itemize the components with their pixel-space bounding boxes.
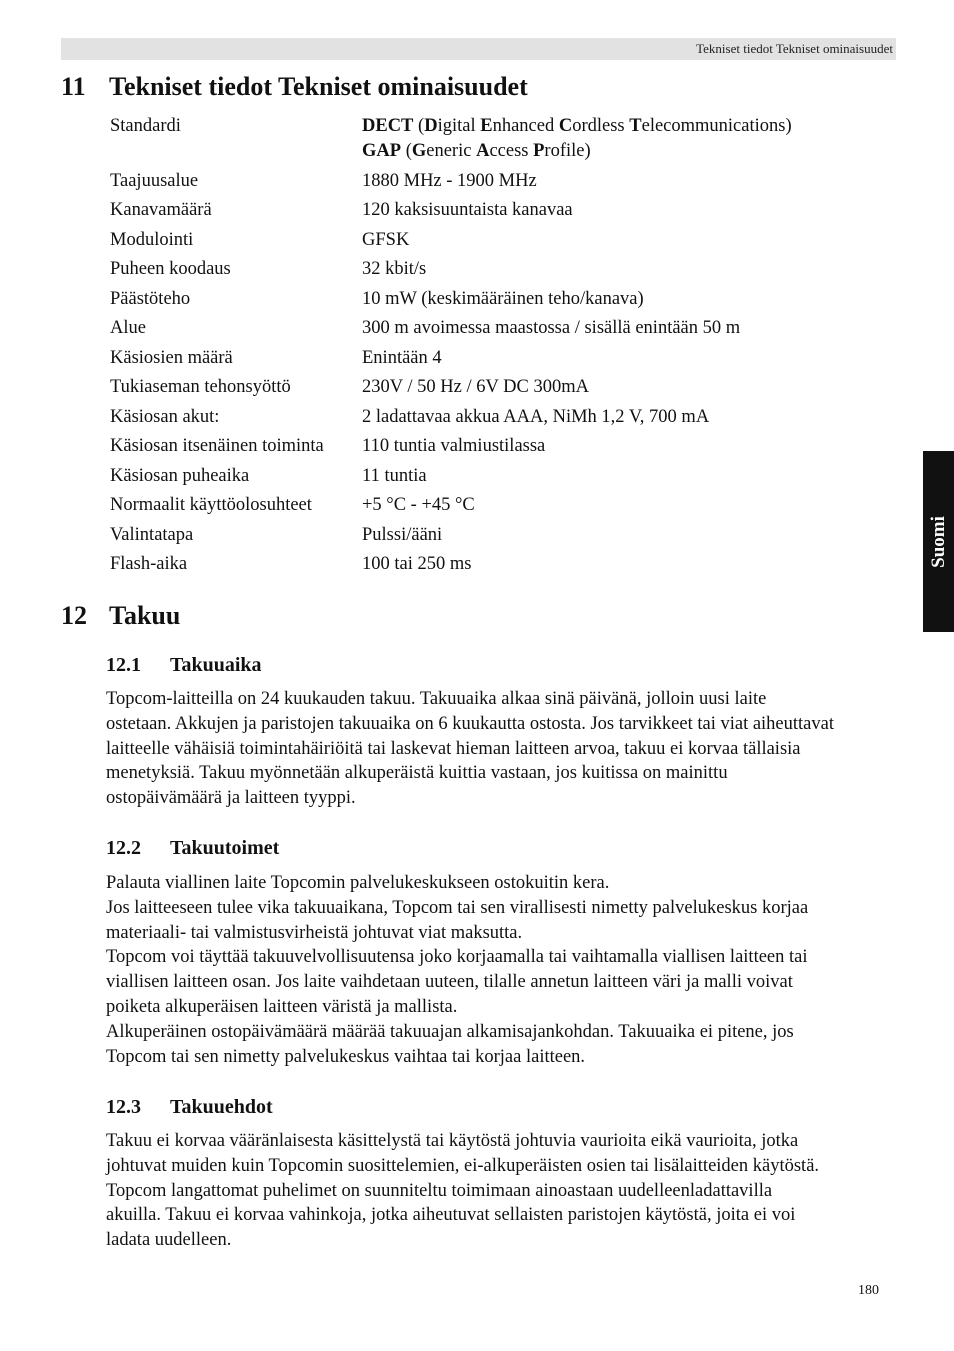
page-number: 180 — [858, 1283, 879, 1298]
spec-row — [110, 169, 890, 194]
paragraph-line: Topcom voi täyttää takuuvelvollisuutensa joko korjaamalla tai vaihtamalla viallisen laitteen tai — [106, 947, 808, 968]
section-11-heading — [61, 72, 528, 102]
spec-value: +5 °C - +45 °C — [362, 495, 475, 515]
spec-table — [110, 114, 890, 582]
spec-value: 11 tuntia — [362, 465, 427, 486]
spec-value: 300 m avoimessa maastossa / sisällä enintään 50 m — [362, 318, 741, 338]
paragraph-takuuehdot — [106, 1129, 901, 1253]
paragraph-line: Alkuperäinen ostopäivämäärä määrää takuuajan alkamisajankohdan. Takuuaika ei pitene, jos — [106, 1021, 794, 1042]
spec-value: 10 mW (keskimääräinen teho/kanava) — [362, 288, 644, 309]
spec-label: Alue — [110, 318, 146, 338]
subsection-number: 12.2 — [106, 837, 141, 859]
paragraph-line: viallisen laitteen osan. Jos laite vaihdetaan uuteen, tilalle annetun laitteen väri ja malli voivat — [106, 972, 793, 993]
spec-label: Käsiosien määrä — [110, 347, 233, 368]
subsection-title: Takuuehdot — [170, 1096, 273, 1118]
spec-label: Taajuusalue — [110, 170, 199, 191]
section-12-number: 12 — [61, 601, 87, 630]
spec-label: Flash-aika — [110, 554, 188, 574]
paragraph-line: Topcom tai sen nimetty palvelukeskus vaihtaa tai korjaa laitteen. — [106, 1046, 586, 1067]
subsection-12-1-heading — [106, 653, 262, 677]
spec-value: 120 kaksisuuntaista kanavaa — [362, 200, 573, 220]
spec-row — [110, 552, 890, 577]
paragraph-line: ostopäivämäärä ja laitteen tyyppi. — [106, 788, 356, 809]
subsection-title: Takuutoimet — [170, 837, 280, 859]
spec-row — [110, 523, 890, 548]
subsection-12-3-heading — [106, 1095, 273, 1119]
section-11-title: Tekniset tiedot Tekniset ominaisuudet — [109, 72, 528, 101]
spec-label: Modulointi — [110, 229, 194, 250]
spec-row — [110, 316, 890, 341]
language-side-tab — [923, 451, 954, 632]
spec-label: Standardi — [110, 116, 181, 136]
subsection-number: 12.1 — [106, 654, 141, 676]
paragraph-line: ostetaan. Akkujen ja paristojen takuuaika on 6 kuukautta ostosta. Jos tarvikkeet tai viat aiheuttavat — [106, 713, 834, 734]
paragraph-line: johtuvat muiden kuin Topcomin suosittelemien, ei-alkuperäisten osien tai lisälaitteiden käytöstä. — [106, 1155, 820, 1176]
section-12-heading — [61, 601, 180, 631]
spec-row — [110, 464, 890, 489]
spec-row — [110, 493, 890, 518]
paragraph-line: Topcom langattomat puhelimet on suunniteltu toimimaan ainoastaan uudelleenladattavilla — [106, 1180, 773, 1201]
spec-value — [362, 114, 890, 164]
spec-value: Pulssi/ääni — [362, 524, 443, 545]
subsection-title: Takuuaika — [170, 654, 262, 676]
spec-row — [110, 346, 890, 371]
spec-value: GFSK — [362, 229, 410, 250]
spec-label: Valintatapa — [110, 524, 194, 545]
spec-value: 110 tuntia valmiustilassa — [362, 436, 546, 456]
paragraph-line: poiketa alkuperäisen laitteen väristä ja mallista. — [106, 996, 458, 1017]
subsection-12-2-heading — [106, 836, 279, 860]
spec-row — [110, 198, 890, 223]
spec-row — [110, 434, 890, 459]
spec-row — [110, 257, 890, 282]
spec-label: Normaalit käyttöolosuhteet — [110, 495, 312, 515]
spec-label: Käsiosan puheaika — [110, 465, 250, 486]
subsection-number: 12.3 — [106, 1096, 141, 1118]
spec-value: 32 kbit/s — [362, 259, 427, 279]
spec-label: Kanavamäärä — [110, 200, 212, 220]
spec-label: Tukiaseman tehonsyöttö — [110, 377, 291, 397]
paragraph-line: materiaali- tai valmistusvirheistä johtuvat viat maksutta. — [106, 922, 523, 943]
spec-value: 100 tai 250 ms — [362, 554, 472, 574]
standard-dect-line: DECT (Digital Enhanced Cordless Telecommunications) — [362, 116, 792, 136]
paragraph-takuuaika — [106, 687, 901, 811]
paragraph-line: Palauta viallinen laite Topcomin palvelukeskukseen ostokuitin kera. — [106, 873, 610, 893]
paragraph-line: Jos laitteeseen tulee vika takuuaikana, Topcom tai sen virallisesti nimetty palvelukeskus korjaa — [106, 897, 809, 918]
spec-row-standard — [110, 114, 890, 164]
paragraph-line: akuilla. Takuu ei korvaa vahinkoja, jotka aiheutuvat sellaisten paristojen käytöstä, joita ei voi — [106, 1205, 796, 1226]
paragraph-line: Takuu ei korvaa vääränlaisesta käsittelystä tai käytöstä johtuvia vaurioita eikä vaurioita, jotka — [106, 1131, 799, 1151]
spec-row — [110, 375, 890, 400]
paragraph-takuutoimet — [106, 871, 901, 1069]
section-12-title: Takuu — [109, 601, 181, 630]
spec-value: Enintään 4 — [362, 347, 442, 368]
spec-row — [110, 287, 890, 312]
language-side-tab-label: Suomi — [927, 515, 949, 568]
spec-row — [110, 228, 890, 253]
section-11-number: 11 — [61, 72, 86, 101]
spec-value: 230V / 50 Hz / 6V DC 300mA — [362, 377, 589, 397]
spec-label: Käsiosan akut: — [110, 406, 220, 427]
spec-value: 1880 MHz - 1900 MHz — [362, 170, 537, 191]
spec-label: Puheen koodaus — [110, 259, 231, 279]
spec-label: Päästöteho — [110, 288, 191, 309]
running-header — [61, 38, 896, 60]
paragraph-line: menetyksiä. Takuu myönnetään alkuperäistä kuittia vastaan, jos kuitissa on mainittu — [106, 763, 728, 784]
spec-label: Käsiosan itsenäinen toiminta — [110, 436, 324, 456]
paragraph-line: ladata uudelleen. — [106, 1230, 232, 1251]
standard-gap-line: GAP (Generic Access Profile) — [362, 141, 591, 161]
spec-value: 2 ladattavaa akkua AAA, NiMh 1,2 V, 700 mA — [362, 406, 710, 427]
paragraph-line: laitteelle vähäisiä toimintahäiriöitä tai laskevat hieman laitteen arvoa, takuu ei korvaa tällaisia — [106, 738, 801, 759]
spec-row — [110, 405, 890, 430]
running-header-title: Tekniset tiedot Tekniset ominaisuudet — [696, 41, 893, 56]
paragraph-line: Topcom-laitteilla on 24 kuukauden takuu. Takuuaika alkaa sinä päivänä, jolloin uusi laite — [106, 689, 767, 709]
